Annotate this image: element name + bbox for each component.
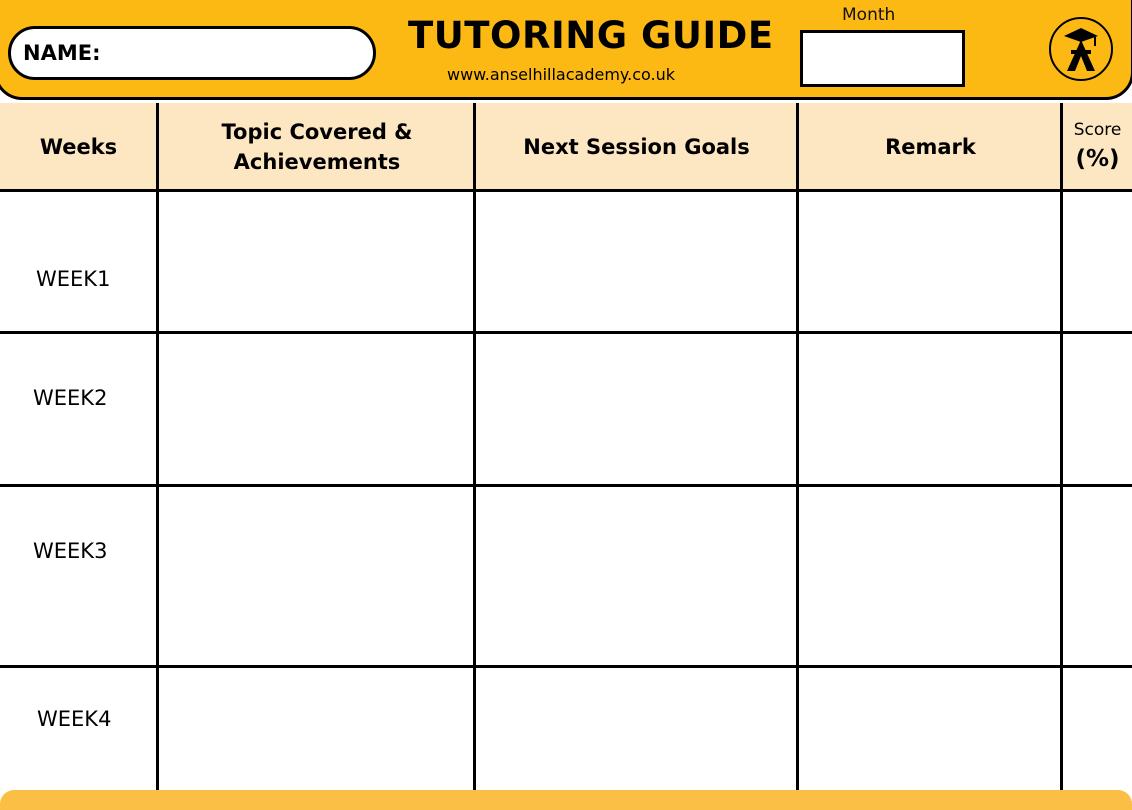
column-divider [156,103,159,793]
row-divider [0,331,1132,334]
row-divider [0,665,1132,668]
weekly-table [0,103,1132,793]
column-header-goals: Next Session Goals [523,134,750,159]
week-1-label: WEEK1 [36,267,111,291]
month-label: Month [842,5,896,25]
column-header-weeks: Weeks [39,134,118,159]
column-header-remark: Remark [885,134,976,159]
column-divider [1060,103,1063,793]
column-header-topic: Topic Covered & Achievements [221,119,413,174]
column-header-score: Score (%) [1073,120,1122,172]
month-field[interactable] [800,30,965,87]
academy-logo-icon [1048,16,1114,82]
column-divider [473,103,476,793]
website-link[interactable]: www.anselhillacademy.co.uk [447,65,675,84]
page-title: TUTORING GUIDE [408,14,774,57]
column-divider [796,103,799,793]
week-2-label: WEEK2 [33,386,108,410]
row-divider [0,484,1132,487]
footer-bar [0,790,1132,810]
row-divider [0,189,1132,192]
week-3-label: WEEK3 [33,539,108,563]
week-4-label: WEEK4 [37,707,112,731]
name-label: NAME: [23,41,101,65]
name-field[interactable] [8,26,376,80]
